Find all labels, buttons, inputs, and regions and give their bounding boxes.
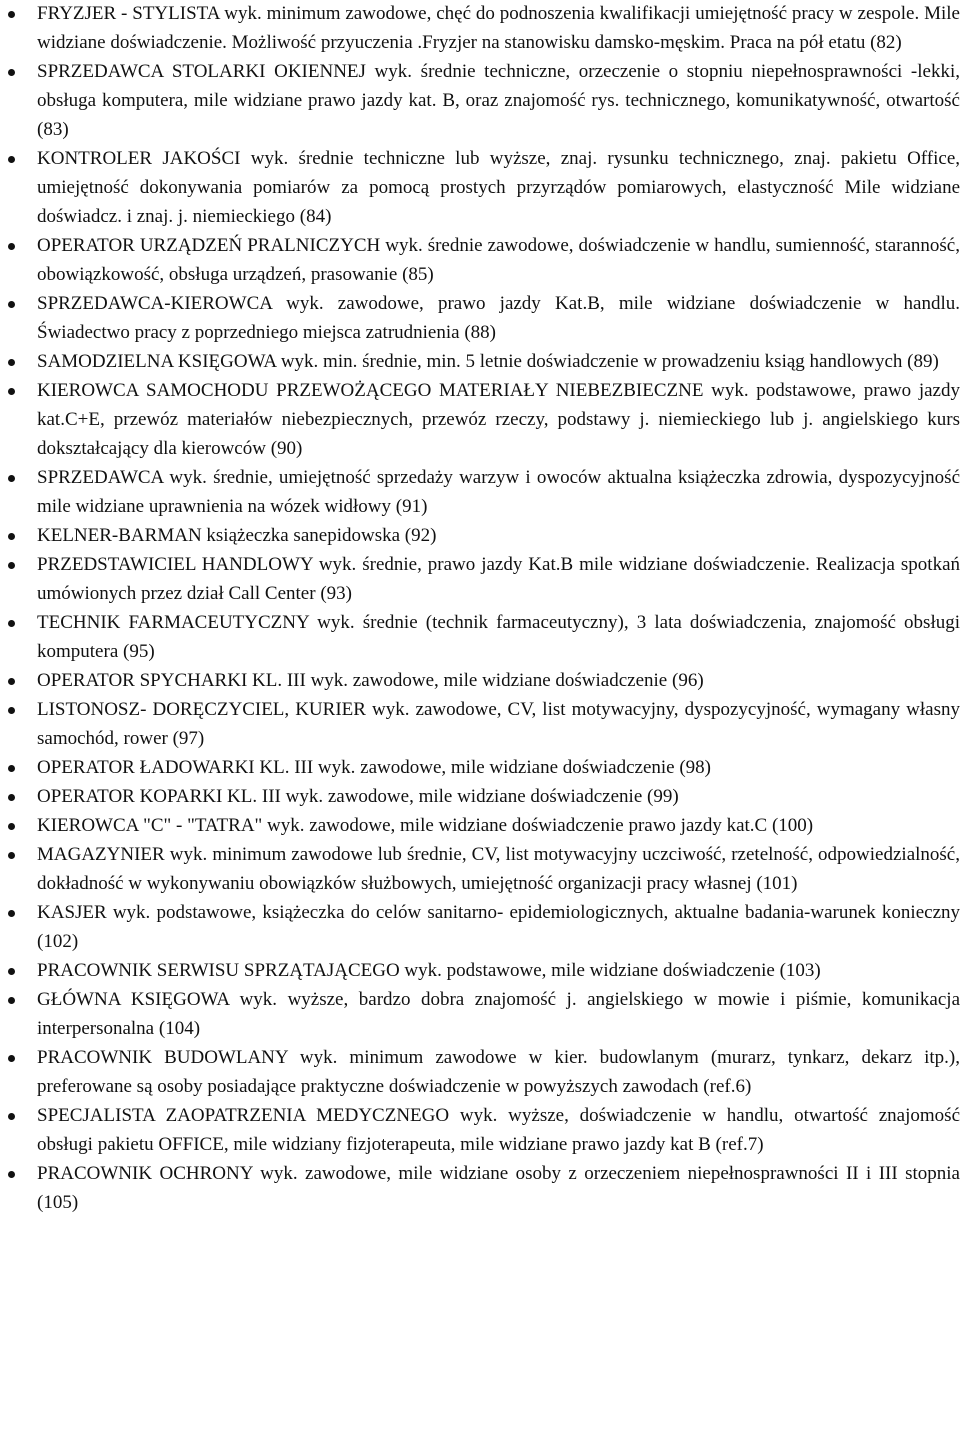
item-text: OPERATOR ŁADOWARKI KL. III wyk. zawodowe, mile widziane doświadczenie (98) (37, 757, 711, 778)
item-text: PRACOWNIK OCHRONY wyk. zawodowe, mile widziane osoby z orzeczeniem niepełnosprawności II i III stopnia (105) (37, 1163, 960, 1213)
bullet-icon (8, 910, 15, 917)
list-item (0, 376, 960, 463)
bullet-icon (8, 1113, 15, 1120)
list-item (0, 144, 960, 231)
item-text: OPERATOR SPYCHARKI KL. III wyk. zawodowe, mile widziane doświadczenie (96) (37, 670, 704, 691)
bullet-icon (8, 1171, 15, 1178)
item-text: KIEROWCA SAMOCHODU PRZEWOŻĄCEGO MATERIAŁY NIEBEZBIECZNE wyk. podstawowe, prawo jazdy kat.C+E, przewóz materiałów niebezpiecznych, przewóz rzeczy, podstawy j. niemieckiego lub j. angielskiego kurs dokształcający dla kierowców (90) (37, 380, 960, 459)
item-text: SPRZEDAWCA wyk. średnie, umiejętność sprzedaży warzyw i owoców aktualna książeczka zdrowia, dyspozycyjność mile widziane uprawnienia na wózek widłowy (91) (37, 467, 960, 517)
bullet-icon (8, 678, 15, 685)
list-item (0, 1043, 960, 1101)
list-item (0, 289, 960, 347)
item-text: PRACOWNIK BUDOWLANY wyk. minimum zawodowe w kier. budowlanym (murarz, tynkarz, dekarz itp.), preferowane są osoby posiadające praktyczne doświadczenie w powyższych zawodach (ref.6) (37, 1047, 960, 1097)
item-text: PRZEDSTAWICIEL HANDLOWY wyk. średnie, prawo jazdy Kat.B mile widziane doświadczenie. Realizacja spotkań umówionych przez dział Call Center (93) (37, 554, 960, 604)
bullet-icon (8, 69, 15, 76)
list-item (0, 347, 960, 376)
bullet-icon (8, 301, 15, 308)
list-item (0, 898, 960, 956)
bullet-icon (8, 533, 15, 540)
bullet-icon (8, 359, 15, 366)
list-item (0, 840, 960, 898)
item-text: FRYZJER - STYLISTA wyk. minimum zawodowe, chęć do podnoszenia kwalifikacji umiejętność pracy w zespole. Mile widziane doświadczenie. Możliwość przyuczenia .Fryzjer na stanowisku damsko-męskim. Praca na pół etatu (82) (37, 3, 960, 53)
list-item (0, 1101, 960, 1159)
list-item (0, 811, 960, 840)
list-item (0, 782, 960, 811)
item-text: SPRZEDAWCA-KIEROWCA wyk. zawodowe, prawo jazdy Kat.B, mile widziane doświadczenie w handlu. Świadectwo pracy z poprzedniego miejsca zatrudnienia (88) (37, 293, 960, 343)
item-text: SPECJALISTA ZAOPATRZENIA MEDYCZNEGO wyk. wyższe, doświadczenie w handlu, otwartość znajomość obsługi pakietu OFFICE, mile widziany fizjoterapeuta, mile widziane prawo jazdy kat B (ref.7) (37, 1105, 960, 1155)
bullet-icon (8, 997, 15, 1004)
bullet-icon (8, 156, 15, 163)
list-item (0, 695, 960, 753)
item-text: KASJER wyk. podstawowe, książeczka do celów sanitarno- epidemiologicznych, aktualne badania-warunek konieczny (102) (37, 902, 960, 952)
bullet-icon (8, 388, 15, 395)
list-item (0, 956, 960, 985)
item-text: SAMODZIELNA KSIĘGOWA wyk. min. średnie, min. 5 letnie doświadczenie w prowadzeniu ksiąg handlowych (89) (37, 351, 939, 372)
list-item (0, 985, 960, 1043)
item-text: LISTONOSZ- DORĘCZYCIEL, KURIER wyk. zawodowe, CV, list motywacyjny, dyspozycyjność, wymagany własny samochód, rower (97) (37, 699, 960, 749)
list-item (0, 608, 960, 666)
item-text: SPRZEDAWCA STOLARKI OKIENNEJ wyk. średnie techniczne, orzeczenie o stopniu niepełnosprawności -lekki, obsługa komputera, mile widziane prawo jazdy kat. B, oraz znajomość rys. technicznego, komunikatywność, otwartość (83) (37, 61, 960, 140)
list-item (0, 57, 960, 144)
bullet-icon (8, 620, 15, 627)
list-item (0, 550, 960, 608)
list-item (0, 753, 960, 782)
item-text: PRACOWNIK SERWISU SPRZĄTAJĄCEGO wyk. podstawowe, mile widziane doświadczenie (103) (37, 960, 821, 981)
list-item (0, 0, 960, 57)
list-item (0, 666, 960, 695)
item-text: MAGAZYNIER wyk. minimum zawodowe lub średnie, CV, list motywacyjny uczciwość, rzetelność, odpowiedzialność, dokładność w wykonywaniu obowiązków służbowych, umiejętność organizacji pracy własnej (101) (37, 844, 960, 894)
bullet-icon (8, 562, 15, 569)
bullet-icon (8, 707, 15, 714)
item-text: KIEROWCA "C" - "TATRA" wyk. zawodowe, mile widziane doświadczenie prawo jazdy kat.C (100) (37, 815, 814, 836)
bullet-icon (8, 968, 15, 975)
list-item (0, 521, 960, 550)
item-text: KELNER-BARMAN książeczka sanepidowska (92) (37, 525, 437, 546)
item-text: GŁÓWNA KSIĘGOWA wyk. wyższe, bardzo dobra znajomość j. angielskiego w mowie i piśmie, komunikacja interpersonalna (104) (37, 989, 960, 1039)
bullet-icon (8, 765, 15, 772)
item-text: OPERATOR KOPARKI KL. III wyk. zawodowe, mile widziane doświadczenie (99) (37, 786, 679, 807)
bullet-icon (8, 1055, 15, 1062)
list-item (0, 463, 960, 521)
bullet-icon (8, 823, 15, 830)
bullet-icon (8, 794, 15, 801)
item-text: TECHNIK FARMACEUTYCZNY wyk. średnie (technik farmaceutyczny), 3 lata doświadczenia, znajomość obsługi komputera (95) (37, 612, 960, 662)
list-item (0, 231, 960, 289)
item-text: KONTROLER JAKOŚCI wyk. średnie techniczne lub wyższe, znaj. rysunku technicznego, znaj. pakietu Office, umiejętność dokonywania pomiarów za pomocą prostych przyrządów pomiarowych, elastyczność Mile widziane doświadcz. i znaj. j. niemieckiego (84) (37, 148, 960, 227)
bullet-icon (8, 852, 15, 859)
bullet-icon (8, 11, 15, 18)
bullet-icon (8, 243, 15, 250)
bullet-icon (8, 475, 15, 482)
item-text: OPERATOR URZĄDZEŃ PRALNICZYCH wyk. średnie zawodowe, doświadczenie w handlu, sumienność, staranność, obowiązkowość, obsługa urządzeń, prasowanie (85) (37, 235, 960, 285)
list-item (0, 1159, 960, 1217)
